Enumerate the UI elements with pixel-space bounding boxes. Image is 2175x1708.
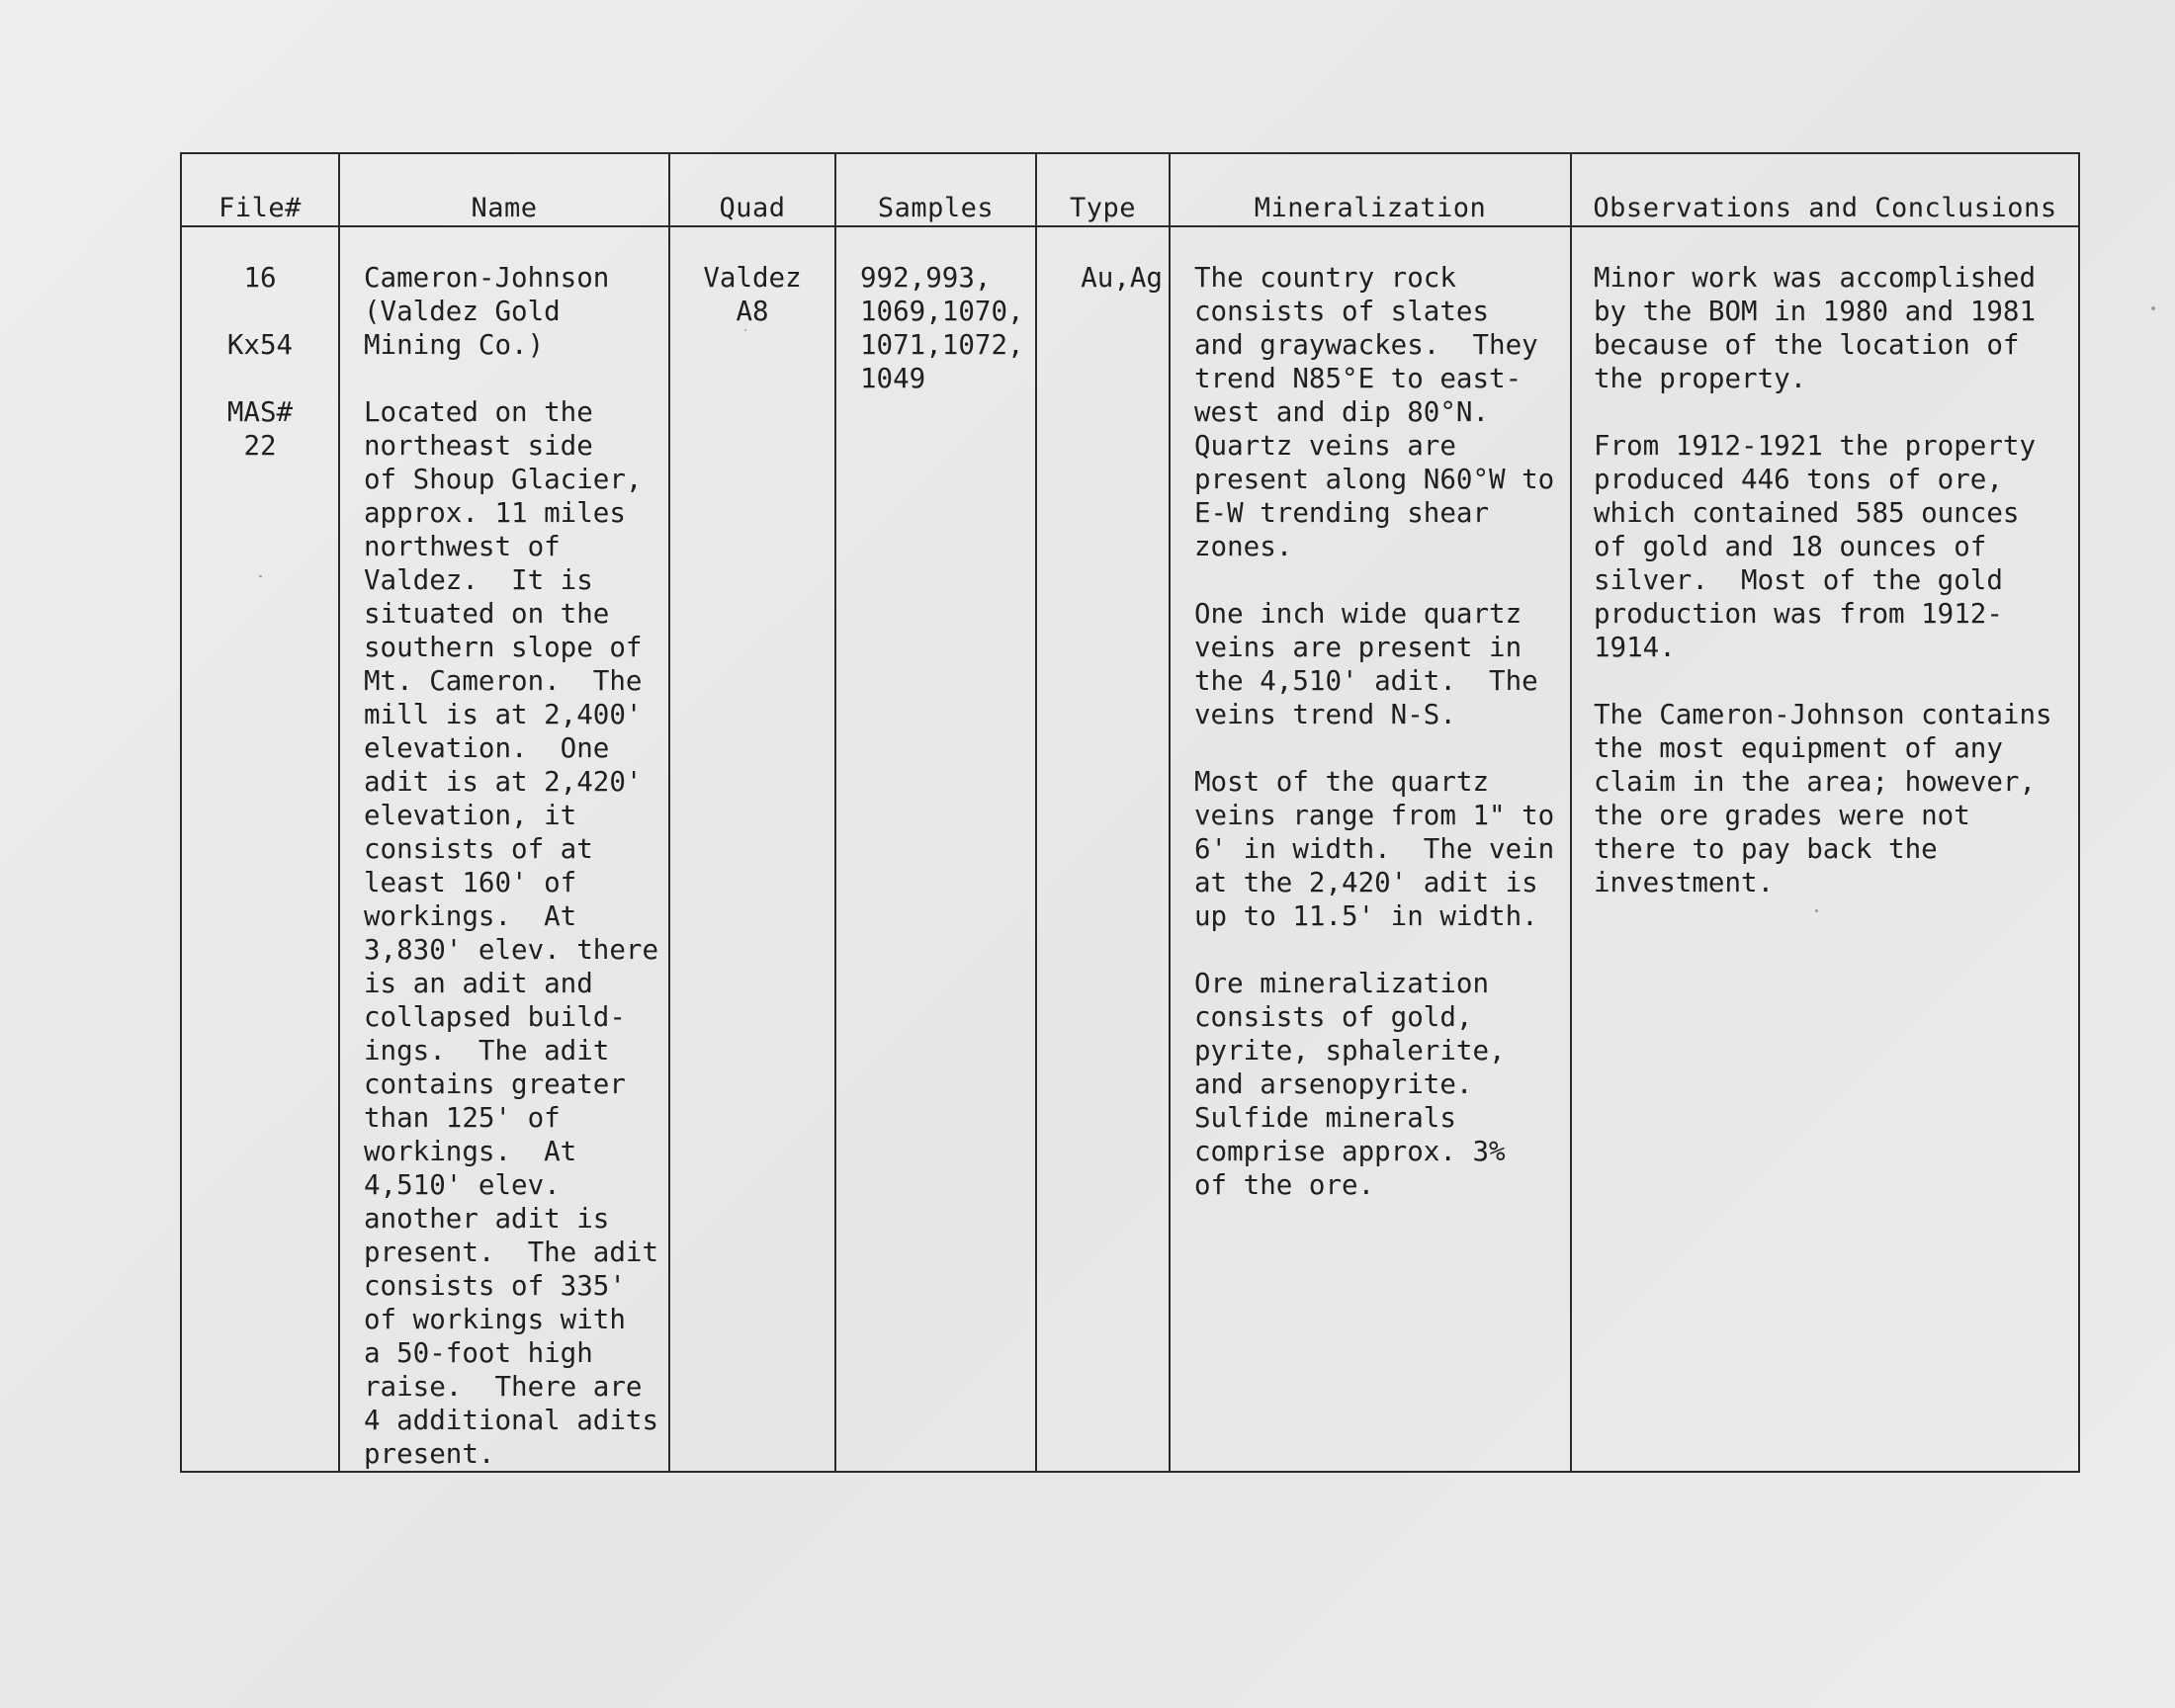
- mineralization-line: 6' in width. The vein: [1194, 833, 1555, 865]
- scan-speck: [744, 329, 746, 331]
- header-samples: Samples: [835, 153, 1036, 226]
- property-name: [364, 261, 668, 362]
- mineralization-line: trend N85°E to east-: [1194, 363, 1522, 394]
- description-line: consists of at: [364, 833, 593, 865]
- description-line: raise. There are: [364, 1371, 643, 1403]
- description-line: situated on the: [364, 598, 610, 630]
- property-name-line: Cameron-Johnson: [364, 262, 610, 294]
- quad-cell: [669, 226, 835, 1472]
- mineralization-line: The country rock: [1194, 262, 1456, 294]
- property-name-line: (Valdez Gold: [364, 296, 561, 327]
- table-header-row: [181, 153, 2079, 226]
- description-line: 4 additional adits: [364, 1405, 659, 1436]
- mineralization-line: E-W trending shear: [1194, 497, 1490, 529]
- file-mas-number: 22: [243, 430, 277, 462]
- description-line: Located on the: [364, 396, 593, 428]
- mineralization-line: at the 2,420' adit is: [1194, 867, 1538, 898]
- observation-line: The Cameron-Johnson contains: [1594, 699, 2052, 730]
- property-name-line: Mining Co.): [364, 329, 545, 361]
- description-line: workings. At: [364, 1136, 577, 1167]
- mineralization-line: One inch wide quartz: [1194, 598, 1522, 630]
- description-line: mill is at 2,400': [364, 699, 643, 730]
- observation-line: of gold and 18 ounces of: [1594, 531, 1987, 562]
- description-line: a 50-foot high: [364, 1337, 593, 1369]
- description-line: of workings with: [364, 1304, 626, 1335]
- mineralization-line: pyrite, sphalerite,: [1194, 1035, 1506, 1067]
- observation-line: because of the location of: [1594, 329, 2020, 361]
- table-row: [181, 226, 2079, 1472]
- description-line: present. The adit: [364, 1237, 659, 1268]
- description-line: consists of 335': [364, 1270, 626, 1302]
- observation-line: From 1912-1921 the property: [1594, 430, 2037, 462]
- description-line: southern slope of: [364, 632, 643, 663]
- mineralization-line: Most of the quartz: [1194, 766, 1490, 798]
- mineralization-line: of the ore.: [1194, 1169, 1375, 1201]
- description-line: northeast side: [364, 430, 593, 462]
- description-line: of Shoup Glacier,: [364, 464, 643, 495]
- mineralization-line: and arsenopyrite.: [1194, 1068, 1473, 1100]
- sample-line: 1071,1072,: [860, 329, 1024, 361]
- description-line: present.: [364, 1438, 495, 1470]
- observations-text: [1594, 261, 2078, 899]
- header-quad: Quad: [669, 153, 835, 226]
- description-line: Valdez. It is: [364, 564, 593, 596]
- mineralization-line: present along N60°W to: [1194, 464, 1555, 495]
- observation-line: by the BOM in 1980 and 1981: [1594, 296, 2037, 327]
- mineralization-line: west and dip 80°N.: [1194, 396, 1490, 428]
- description-line: another adit is: [364, 1203, 610, 1235]
- sample-line: 1069,1070,: [860, 296, 1024, 327]
- observation-line: 1914.: [1594, 632, 1676, 663]
- quad-name: Valdez: [703, 262, 802, 294]
- type-cell: [1036, 226, 1170, 1472]
- scan-speck: [1815, 909, 1818, 912]
- mineralization-line: consists of gold,: [1194, 1001, 1473, 1033]
- mineralization-line: Sulfide minerals: [1194, 1102, 1456, 1134]
- description-line: workings. At: [364, 900, 577, 932]
- file-cell: [181, 226, 339, 1472]
- mineralization-line: the 4,510' adit. The: [1194, 665, 1538, 697]
- observation-line: which contained 585 ounces: [1594, 497, 2020, 529]
- observation-line: Minor work was accomplished: [1594, 262, 2037, 294]
- mineralization-line: zones.: [1194, 531, 1293, 562]
- observation-line: the most equipment of any: [1594, 732, 2003, 764]
- description-line: adit is at 2,420': [364, 766, 643, 798]
- file-number: 16: [243, 262, 277, 294]
- mineralization-line: up to 11.5' in width.: [1194, 900, 1538, 932]
- scan-speck: [259, 575, 262, 577]
- mineralization-line: and graywackes. They: [1194, 329, 1538, 361]
- observation-line: the property.: [1594, 363, 1807, 394]
- mineralization-line: consists of slates: [1194, 296, 1490, 327]
- observation-line: claim in the area; however,: [1594, 766, 2037, 798]
- description-line: collapsed build-: [364, 1001, 626, 1033]
- description-line: ings. The adit: [364, 1035, 610, 1067]
- description-line: northwest of: [364, 531, 561, 562]
- commodity-type: Au,Ag: [1081, 262, 1163, 294]
- description-line: elevation. One: [364, 732, 610, 764]
- file-mas-label: MAS#: [226, 396, 294, 428]
- description-line: least 160' of: [364, 867, 577, 898]
- name-cell: [339, 226, 669, 1472]
- observation-line: there to pay back the: [1594, 833, 1938, 865]
- mineralization-cell: [1170, 226, 1571, 1472]
- observations-cell: [1571, 226, 2079, 1472]
- mineralization-line: veins are present in: [1194, 632, 1522, 663]
- description-line: contains greater: [364, 1068, 626, 1100]
- observation-line: silver. Most of the gold: [1594, 564, 2003, 596]
- description-line: elevation, it: [364, 800, 577, 831]
- observation-line: investment.: [1594, 867, 1775, 898]
- description-line: 4,510' elev.: [364, 1169, 561, 1201]
- mineralization-line: Quartz veins are: [1194, 430, 1456, 462]
- mineralization-text: [1194, 261, 1570, 1202]
- description-line: is an adit and: [364, 968, 593, 999]
- mineralization-line: Ore mineralization: [1194, 968, 1490, 999]
- header-type: Type: [1036, 153, 1170, 226]
- sample-line: 1049: [860, 363, 926, 394]
- observation-line: produced 446 tons of ore,: [1594, 464, 2003, 495]
- description-line: 3,830' elev. there: [364, 934, 659, 966]
- samples-list: [860, 261, 1035, 395]
- sample-line: 992,993,: [860, 262, 992, 294]
- description-line: approx. 11 miles: [364, 497, 626, 529]
- header-mineralization: Mineralization: [1170, 153, 1571, 226]
- description-line: than 125' of: [364, 1102, 561, 1134]
- observation-line: production was from 1912-: [1594, 598, 2003, 630]
- header-name: Name: [339, 153, 669, 226]
- file-kx-id: Kx54: [226, 329, 294, 361]
- samples-cell: [835, 226, 1036, 1472]
- header-observations: Observations and Conclusions: [1571, 153, 2079, 226]
- header-file: File#: [181, 153, 339, 226]
- mine-property-table: [180, 152, 2080, 1473]
- location-description: [364, 395, 668, 1471]
- scan-speck: [2151, 306, 2155, 310]
- observation-line: the ore grades were not: [1594, 800, 1970, 831]
- description-line: Mt. Cameron. The: [364, 665, 643, 697]
- mineralization-line: veins trend N-S.: [1194, 699, 1456, 730]
- mineralization-line: comprise approx. 3%: [1194, 1136, 1506, 1167]
- quad-code: A8: [736, 296, 769, 327]
- mineralization-line: veins range from 1" to: [1194, 800, 1555, 831]
